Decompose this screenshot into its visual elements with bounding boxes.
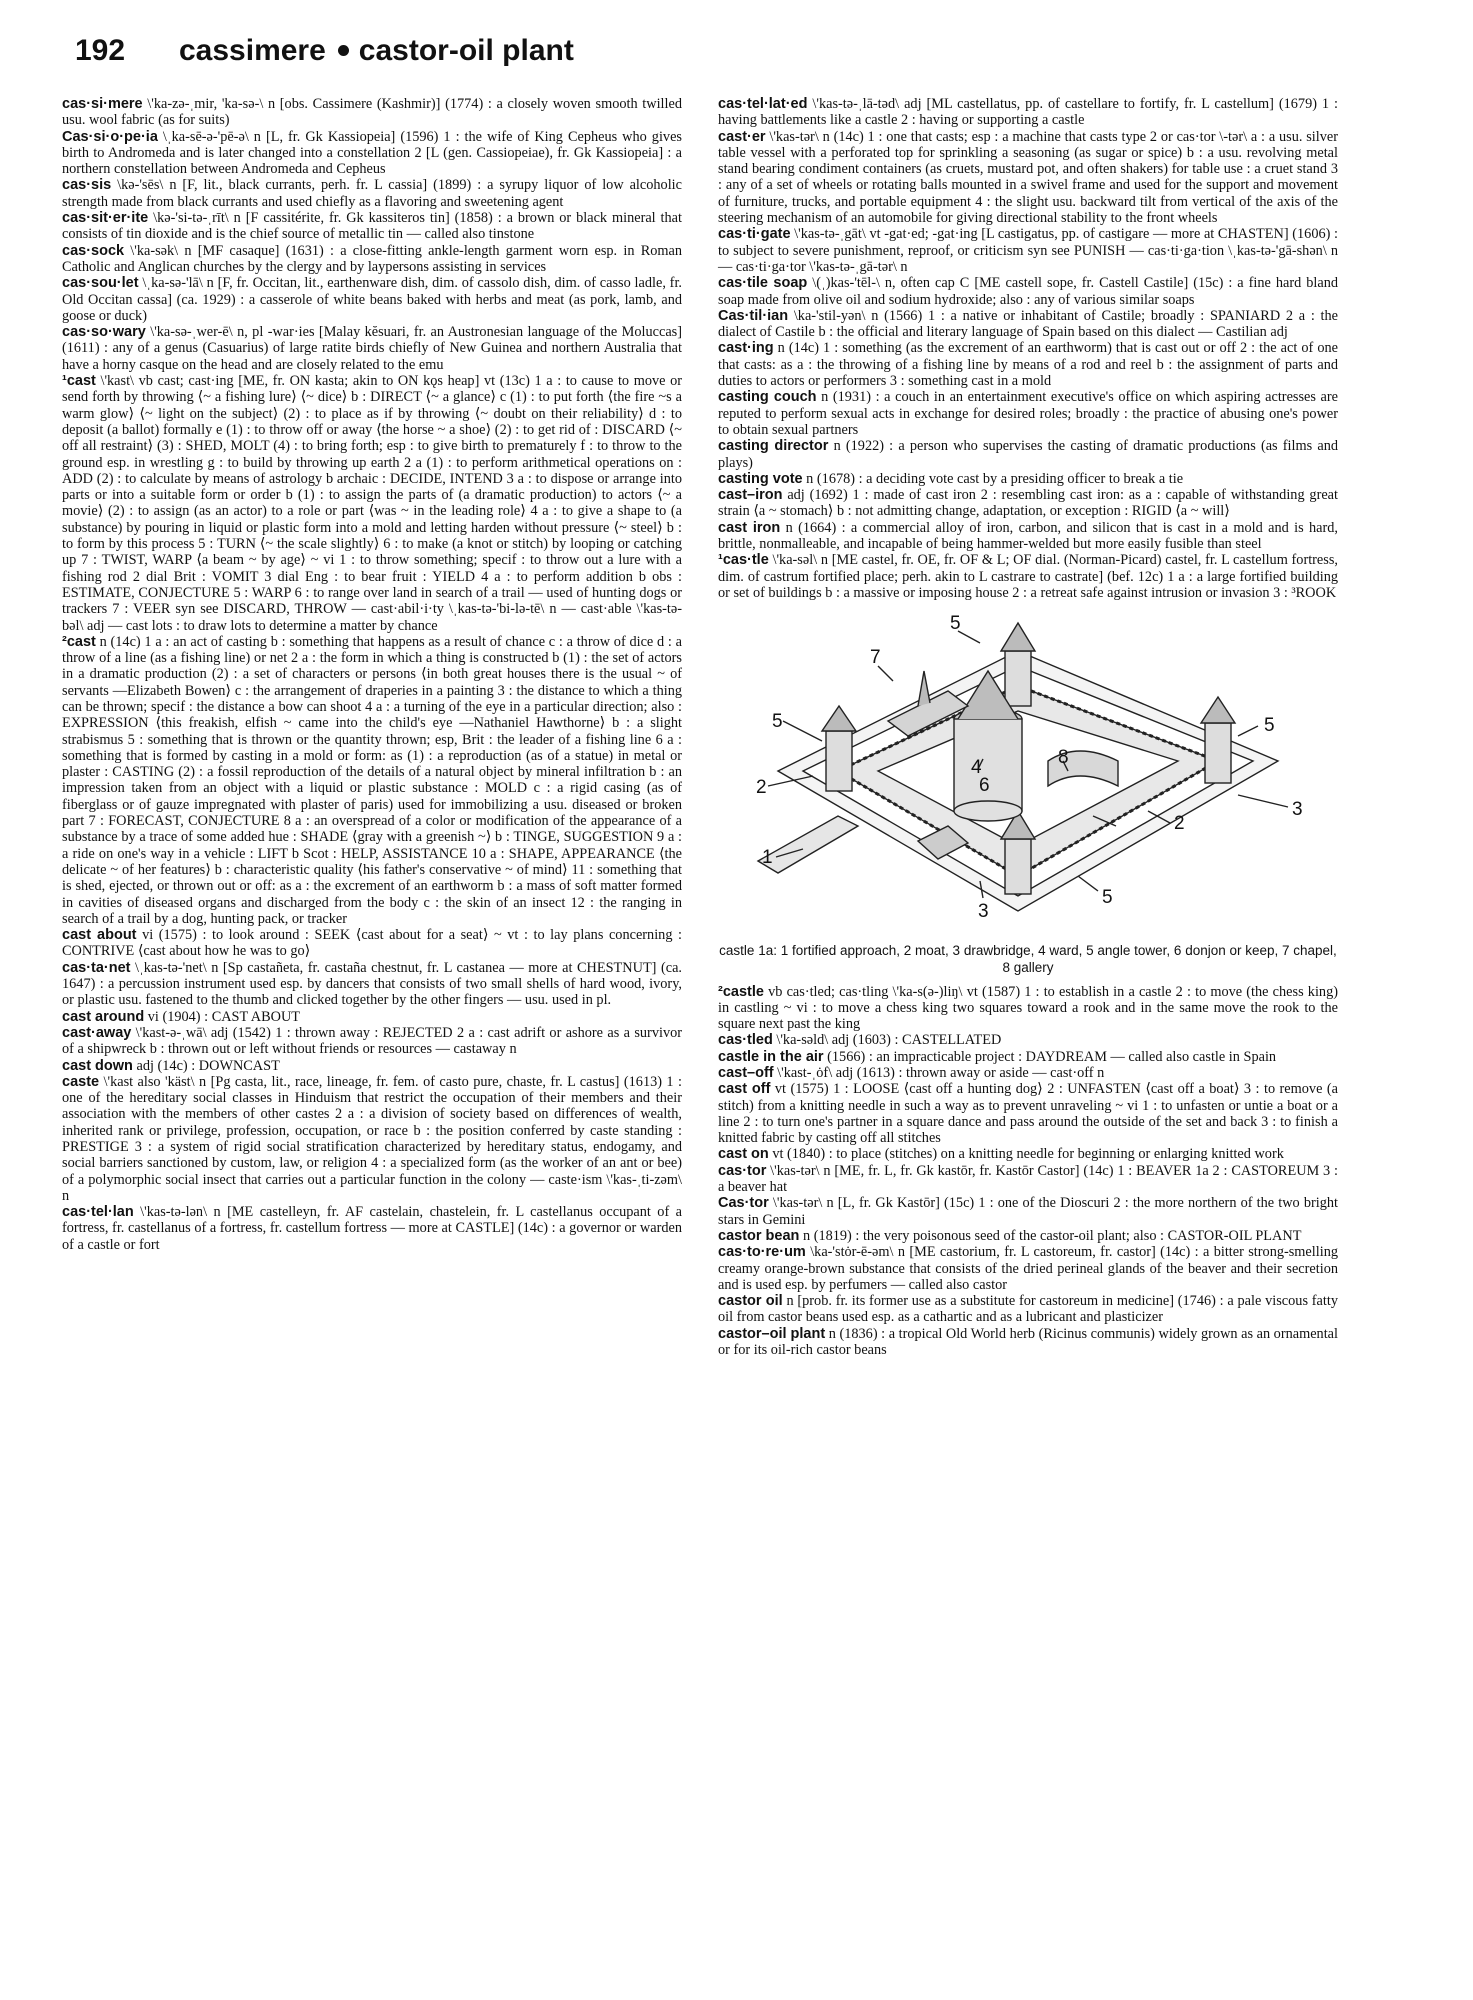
guide-word-first: cassimere bbox=[179, 34, 326, 67]
figure-label: 5 bbox=[950, 613, 961, 635]
entry-headword: castor–oil plant bbox=[718, 1325, 826, 1342]
dictionary-entry bbox=[718, 1049, 1338, 1065]
entry-definition: n (1922) : a person who supervises the casting of dramatic productions (as films and plays) bbox=[718, 438, 1338, 471]
entry-definition: vb cas·tled; cas·tling \'ka-s(ə-)liŋ\ vt (1587) 1 : to establish in a castle 2 : to move (the chess king) in castling ~ vi : to move a chess king two squares toward a rook and in the same move the rook to the square next past the king bbox=[718, 983, 1338, 1033]
figure-label: 1 bbox=[762, 847, 773, 869]
figure-label: 5 bbox=[1102, 887, 1113, 909]
entry-definition: vt (1575) 1 : LOOSE ⟨cast off a hunting dog⟩ 2 : UNFASTEN ⟨cast off a boat⟩ 3 : to remove (a stitch) from a knitting needle in such a way as to prevent unraveling ~ vi 1 : to unfasten or untie a boat or a line 2 : to turn one's partner in a square dance and pass around the outside of the set and back 3 : to finish a knitted fabric by casting off all stitches bbox=[718, 1081, 1338, 1147]
entry-definition: \ˌka-sə-'lā\ n [F, fr. Occitan, lit., earthenware dish, dim. of cassolo dish, dim. of casso ladle, fr. Old Occitan cassa] (ca. 1929) : a casserole of white beans baked with herbs and meat (as pork, lamb, and goose or duck) bbox=[62, 275, 682, 324]
entry-headword: casting vote bbox=[718, 470, 803, 487]
dictionary-entry bbox=[62, 96, 682, 129]
entry-definition: \'ka-səld\ adj (1603) : CASTELLATED bbox=[772, 1032, 1002, 1049]
entry-headword: cas·ta·net bbox=[62, 959, 131, 976]
entry-headword: cast·er bbox=[718, 128, 766, 145]
entry-definition: \'ka-sək\ n [MF casaque] (1631) : a close-fitting ankle-length garment worn esp. in Roman Catholic and Anglican churches by the clergy and by laypersons assisting in services bbox=[62, 242, 682, 275]
page-number: 192 bbox=[75, 34, 126, 67]
dictionary-entry bbox=[62, 1074, 682, 1204]
dictionary-entry bbox=[62, 373, 682, 634]
entry-headword: cast–off bbox=[718, 1064, 774, 1081]
entry-definition: \'kast-ˌȯf\ adj (1613) : thrown away or aside — cast·off n bbox=[773, 1064, 1105, 1081]
entry-definition: \ka-'stȯr-ē-əm\ n [ME castorium, fr. L castoreum, fr. castor] (14c) : a bitter strong-smelling creamy orange-brown substance that consists of the dried perineal glands of the beaver and their secretion and is used esp. by perfumers — called also castor bbox=[718, 1244, 1338, 1293]
figure-label: 2 bbox=[756, 777, 767, 799]
figure-label: 3 bbox=[978, 901, 989, 923]
entry-definition: n [prob. fr. its former use as a substitute for castoreum in medicine] (1746) : a pale viscous fatty oil from castor beans used esp. as a cathartic and as a lubricant and plasticizer bbox=[718, 1293, 1338, 1326]
right-column bbox=[718, 96, 1338, 1358]
entry-definition: n (1819) : the very poisonous seed of the castor-oil plant; also : CASTOR-OIL PLANT bbox=[799, 1227, 1302, 1244]
dictionary-entry bbox=[718, 275, 1338, 308]
entry-headword: casting director bbox=[718, 438, 829, 455]
entry-headword: cast down bbox=[62, 1057, 133, 1074]
figure-label: 5 bbox=[772, 711, 783, 733]
entry-definition: \'kas-tər\ n [L, fr. Gk Kastōr] (15c) 1 : one of the Dioscuri 2 : the more northern of the two bright stars in Gemini bbox=[718, 1195, 1338, 1228]
dictionary-entry bbox=[718, 1081, 1338, 1146]
entry-definition: \'kas-tə-lən\ n [ME castelleyn, fr. AF castelain, chastelein, fr. L castellanus occupant of a fortress, fr. castellanus of a fortress, fr. castellum fortress — more at CASTLE] (14c) : a governor or warden of a castle or fort bbox=[62, 1204, 682, 1253]
dictionary-entry bbox=[718, 340, 1338, 389]
dictionary-entry bbox=[718, 389, 1338, 438]
dictionary-entry bbox=[62, 1009, 682, 1025]
entry-definition: adj (14c) : DOWNCAST bbox=[132, 1057, 280, 1074]
dictionary-entry bbox=[62, 210, 682, 243]
dictionary-entry bbox=[718, 1163, 1338, 1196]
entry-definition: n (14c) 1 a : an act of casting b : something that happens as a result of chance c : a throw of dice d : a throw of a line (as a fishing line) or net 2 a : the form in which a thing is constructed b (1) : the set of actors in a dramatic production (2) : a set of characters or persons ⟨in both great houses there is the usual ~ of servants —Elizabeth Bowen⟩ c : the arrangement of draperies in a painting 3 : the distance to which a thing can be thrown; specif : the distance a bow can shoot 4 a : a turning of the eye in a particular direction; also : EXPRESSION ⟨this freakish, elfish ~ came into the child's eye —Nathaniel Hawthorne⟩ b : a slight strabismus 5 : something that is thrown or the quantity thrown; esp, Brit : the leader of a fishing line 6 a : something that is formed by casting in a mold or form: as (1) : a reproduction (as of a statue) in metal or plaster : CASTING (2) : a fossil reproduction of the details of a natural object by mineral infiltration b : an impression taken from an object with a liquid or plastic substance : MOLD c : a rigid casing (as of fiberglass or of gauze impregnated with plaster of paris) used for immobilizing a usu. diseased or broken part 7 : FORECAST, CONJECTURE 8 a : an overspread of a color or modification of the appearance of a substance by a trace of some added hue : SHADE ⟨gray with a greenish ~⟩ b : TINGE, SUGGESTION 9 a : a ride on one's way in a vehicle : LIFT b Scot : HELP, ASSISTANCE 10 a : SHAPE, APPEARANCE ⟨the delicate ~ of her features⟩ b : characteristic quality ⟨his father's conservative ~ of mind⟩ 11 : something that is shed, ejected, or thrown out or off: as a : the excrement of an earthworm b : a mass of soft matter formed in cavities of diseased organs and discharged from the body c : the skin of an insect 12 : the ranging in search of a trail by a dog, hunting pack, or tracker bbox=[62, 633, 682, 927]
figure-label: 6 bbox=[979, 775, 990, 797]
entry-headword: cas·so·wary bbox=[62, 324, 146, 341]
entry-definition: n (1836) : a tropical Old World herb (Ricinus communis) widely grown as an ornamental or for its oil-rich castor beans bbox=[718, 1325, 1338, 1359]
dictionary-entry bbox=[718, 1146, 1338, 1162]
entry-definition: \'ka-sə-ˌwer-ē\ n, pl -war·ies [Malay kĕsuari, fr. an Austronesian language of the Moluccas] (1611) : any of a genus (Casuarius) of large ratite birds chiefly of New Guinea and northern Australia that have a horny casque on the head and are closely related to the emu bbox=[62, 324, 682, 373]
dictionary-entry bbox=[62, 960, 682, 1009]
entry-headword: caste bbox=[62, 1073, 100, 1090]
dictionary-entry bbox=[718, 226, 1338, 275]
right-column-bottom bbox=[718, 984, 1338, 1359]
entry-definition: n (1678) : a deciding vote cast by a presiding officer to break a tie bbox=[802, 470, 1184, 487]
entry-headword: ¹cas·tle bbox=[718, 552, 769, 569]
entry-headword: cast about bbox=[62, 927, 137, 944]
dictionary-entry bbox=[62, 275, 682, 324]
dictionary-entry bbox=[718, 1228, 1338, 1244]
dictionary-entry bbox=[718, 1065, 1338, 1081]
guide-words bbox=[179, 34, 574, 68]
entry-definition: \ka-'stil-yən\ n (1566) 1 : a native or inhabitant of Castile; broadly : SPANIARD 2 a : the dialect of Castile b : the official and literary language of Spain based on this dialect — Castilian adj bbox=[718, 307, 1338, 341]
dictionary-entry bbox=[718, 1032, 1338, 1048]
entry-headword: cast iron bbox=[718, 519, 781, 536]
dictionary-entry bbox=[62, 927, 682, 960]
entry-definition: n (1664) : a commercial alloy of iron, carbon, and silicon that is cast in a mold and is hard, brittle, nonmalleable, and incapable of being hammer-welded but more easily fusible than steel bbox=[718, 519, 1338, 553]
dictionary-entry bbox=[718, 1293, 1338, 1326]
figure-label: 5 bbox=[1264, 715, 1275, 737]
dictionary-entry bbox=[62, 1058, 682, 1074]
entry-definition: \kə-'sēs\ n [F, lit., black currants, perh. fr. L cassia] (1899) : a syrupy liquor of low alcoholic strength made from black currants and used chiefly as a flavoring and sweetening agent bbox=[62, 177, 682, 210]
castle-illustration bbox=[718, 611, 1338, 931]
entry-definition: \'kas-tə-ˌlā-təd\ adj [ML castellatus, pp. of castellare to fortify, fr. L castellum] (1679) 1 : having battlements like a castle 2 : having or supporting a castle bbox=[718, 96, 1338, 129]
entry-definition: n (14c) 1 : something (as the excrement of an earthworm) that is cast out or off 2 : the act of one that casts: as a : the throwing of a fishing line by means of a rod and reel b : the assignment of parts and duties to actors or performers 3 : something cast in a mold bbox=[718, 340, 1338, 390]
figure-label: 8 bbox=[1058, 747, 1069, 769]
entry-headword: Cas·si·o·pe·ia bbox=[62, 128, 158, 145]
figure-label: 7 bbox=[870, 647, 881, 669]
entry-headword: cast·away bbox=[62, 1024, 132, 1041]
dictionary-entry bbox=[718, 438, 1338, 471]
entry-definition: adj (1692) 1 : made of cast iron 2 : resembling cast iron: as a : capable of withstanding great strain ⟨a ~ stomach⟩ b : not admitting change, adaptation, or exception : RIGID ⟨a ~ will⟩ bbox=[718, 487, 1338, 520]
entry-headword: cast around bbox=[62, 1008, 145, 1025]
page-header bbox=[75, 28, 1405, 76]
entry-definition: \'kas-tər\ n (14c) 1 : one that casts; esp : a machine that casts type 2 or cas·tor \-tər\ a : a usu. silver table vessel with a perforated top for sprinkling a seasoning (as sugar or spice) b : a usu. revolving metal stand bearing condiment containers (as cruets, mustard pot, and often shakers) for table use : a cruet stand 3 : any of a set of wheels or rotating balls mounted in a swivel frame and used for the support and movement of furniture, trucks, and portable equipment 4 : the slight usu. backward tilt from vertical of the axis of the steering mechanism of an automobile for giving directional stability to the front wheels bbox=[718, 128, 1338, 227]
dictionary-entry bbox=[62, 177, 682, 210]
entry-definition: \ˌkas-tə-'net\ n [Sp castañeta, fr. castaña chestnut, fr. L castanea — more at CHESTNUT] (ca. 1647) : a percussion instrument used esp. by dancers that consists of two small shells of hard wood, ivory, or plastic usu. fastened to the thumb and clicked together by the other fingers — usu. used in pl. bbox=[62, 959, 682, 1009]
entry-headword: cas·tled bbox=[718, 1032, 773, 1049]
entry-definition: \(ˌ)kas-'tēl-\ n, often cap C [ME castell sope, fr. Castell Castile] (15c) : a fine hard bland soap made from olive oil and sodium hydroxide; also : any of various similar soaps bbox=[718, 275, 1339, 308]
dictionary-entry bbox=[718, 96, 1338, 129]
left-column bbox=[62, 96, 682, 1253]
entry-headword: cas·to·re·um bbox=[718, 1244, 806, 1261]
figure-caption: castle 1a: 1 fortified approach, 2 moat, 3 drawbridge, 4 ward, 5 angle tower, 6 donjon or keep, 7 chapel, 8 gallery bbox=[719, 942, 1337, 975]
entry-headword: cast on bbox=[718, 1146, 769, 1163]
entry-headword: cas·sock bbox=[62, 242, 125, 259]
right-column-top bbox=[718, 96, 1338, 601]
dictionary-entry bbox=[718, 984, 1338, 1033]
entry-headword: cas·sit·er·ite bbox=[62, 210, 149, 227]
entry-definition: \'ka-səl\ n [ME castel, fr. OE, fr. OF & L; OF dial. (Norman-Picard) castel, fr. L castellum fortress, dim. of castrum fortified place; perh. akin to L castrare to castrate] (bef. 12c) 1 a : a large fortified building or set of buildings b : a massive or imposing house 2 : a retreat safe against intrusion or invasion 3 : ³ROOK bbox=[718, 552, 1338, 601]
dictionary-entry bbox=[718, 552, 1338, 601]
entry-headword: castor oil bbox=[718, 1293, 783, 1310]
entry-definition: \ˌka-sē-ə-'pē-ə\ n [L, fr. Gk Kassiopeia] (1596) 1 : the wife of King Cepheus who gives birth to Andromeda and is later changed into a constellation 2 [L (gen. Cassiopeiae), fr. Gk Kassiopeia] : a northern constellation between Andromeda and Cepheus bbox=[62, 128, 682, 178]
entry-headword: cas·tel·lat·ed bbox=[718, 96, 808, 112]
dictionary-entry bbox=[62, 243, 682, 276]
entry-headword: cas·tor bbox=[718, 1162, 767, 1179]
entry-definition: \'kast-ə-ˌwā\ adj (1542) 1 : thrown away : REJECTED 2 a : cast adrift or ashore as a survivor of a shipwreck b : thrown out or left without friends or resources — castaway n bbox=[62, 1024, 682, 1058]
entry-headword: ²cast bbox=[62, 633, 96, 650]
entry-headword: Cas·tor bbox=[718, 1195, 769, 1212]
entry-definition: \kə-'si-tə-ˌrīt\ n [F cassitérite, fr. Gk kassiteros tin] (1858) : a brown or black mineral that consists of tin dioxide and is the chief source of metallic tin — called also tinstone bbox=[62, 210, 682, 243]
entry-headword: cas·ti·gate bbox=[718, 226, 791, 243]
entry-headword: cas·sis bbox=[62, 177, 112, 194]
dictionary-entry bbox=[718, 1326, 1338, 1359]
entry-definition: vi (1904) : CAST ABOUT bbox=[144, 1008, 301, 1025]
entry-headword: ¹cast bbox=[62, 373, 96, 390]
entry-definition: \'ka-zə-ˌmir, 'ka-sə-\ n [obs. Cassimere (Kashmir)] (1774) : a closely woven smooth twilled usu. wool fabric (as for suits) bbox=[62, 96, 682, 129]
entry-definition: vi (1575) : to look around : SEEK ⟨cast about for a seat⟩ ~ vt : to lay plans concerning : CONTRIVE ⟨cast about how he was to go⟩ bbox=[62, 927, 683, 960]
entry-headword: casting couch bbox=[718, 389, 817, 406]
entry-headword: cas·si·mere bbox=[62, 96, 143, 112]
dictionary-entry bbox=[718, 487, 1338, 520]
dictionary-entry bbox=[62, 129, 682, 178]
entry-headword: cas·sou·let bbox=[62, 275, 139, 292]
entry-headword: cas·tel·lan bbox=[62, 1204, 134, 1221]
entry-headword: castor bean bbox=[718, 1227, 800, 1244]
entry-headword: cast·ing bbox=[718, 340, 774, 357]
dictionary-entry bbox=[718, 471, 1338, 487]
entry-definition: \'kast also 'käst\ n [Pg casta, lit., race, lineage, fr. fem. of casto pure, chaste, fr. L castus] (1613) 1 : one of the hereditary social classes in Hinduism that restrict the occupation of their members and their association with the members of other castes 2 a : a division of society based on differences of wealth, inherited rank or privilege, profession, occupation, or race b : the position conferred by caste standing : PRESTIGE 3 : a system of rigid social stratification characterized by hereditary status, endogamy, and social barriers sanctioned by custom, law, or religion 4 : a specialized form (as the worker of an ant or bee) of a polymorphic social insect that carries out a particular function in the colony — caste·ism \'kas-ˌti-zəm\ n bbox=[62, 1073, 682, 1204]
entry-definition: \'kast\ vb cast; cast·ing [ME, fr. ON kasta; akin to ON kǫs heap] vt (13c) 1 a : to cause to move or send forth by throwing ⟨~ a fishing lure⟩ ⟨~ dice⟩ b : DIRECT ⟨~ a glance⟩ c (1) : to put forth ⟨the fire ~s a warm glow⟩ ⟨~ light on the subject⟩ (2) : to place as if by throwing ⟨~ doubt on their reliability⟩ d : to deposit (a ballot) formally e (1) : to throw off or away ⟨the horse ~ a shoe⟩ (2) : to get rid of : DISCARD ⟨~ off all restraint⟩ (3) : SHED, MOLT (4) : to bring forth; esp : to give birth to prematurely f : to throw to the ground esp. in wrestling g : to build by throwing up earth 2 a (1) : to perform arithmetical operations on : ADD (2) : to calculate by means of astrology b archaic : DECIDE, INTEND 3 a : to dispose or arrange into parts or into a suitable form or order b (1) : to assign the parts of (a dramatic production) to actors ⟨~ a movie⟩ (2) : to assign (as an actor) to a role or part ⟨was ~ in the leading role⟩ 4 a : to give a shape to (a substance) by pouring in liquid or plastic form into a mold and letting harden without pressure ⟨~ steel⟩ b : to form by this process 5 : TURN ⟨~ the scale slightly⟩ 6 : to make (a knot or stitch) by looping or catching up 7 : TWIST, WARP ⟨a beam ~ by age⟩ ~ vi 1 : to throw something; specif : to throw out a lure with a fishing rod 2 dial Brit : VOMIT 3 dial Eng : to bear fruit : YIELD 4 a : to perform addition b obs : ESTIMATE, CONJECTURE 5 : WARP 6 : to range over land in search of a trail — used of hunting dogs or trackers 7 : VEER syn see DISCARD, THROW — cast·abil·i·ty \ˌkas-tə-'bi-lə-tē\ n — cast·able \'kas-tə-bəl\ adj — cast lots : to draw lots to determine a matter by chance bbox=[62, 373, 682, 634]
dictionary-entry bbox=[718, 1195, 1338, 1228]
entry-headword: cas·tile soap bbox=[718, 275, 808, 292]
entry-headword: cast–iron bbox=[718, 487, 783, 504]
dictionary-entry bbox=[718, 1244, 1338, 1293]
figure-label: 4 bbox=[971, 757, 982, 779]
dictionary-entry bbox=[62, 324, 682, 373]
entry-headword: ²castle bbox=[718, 983, 764, 1000]
entry-headword: castle in the air bbox=[718, 1048, 824, 1065]
entry-definition: n (1931) : a couch in an entertainment executive's office on which aspiring actresses are reputed to perform sexual acts in exchange for desired roles; broadly : the practice of abusing one's power to obtain sexual partners bbox=[718, 389, 1338, 438]
guide-word-last: castor-oil plant bbox=[358, 34, 574, 67]
entry-definition: vt (1840) : to place (stitches) on a knitting needle for beginning or enlarging knitted work bbox=[768, 1146, 1284, 1163]
dictionary-entry bbox=[62, 1204, 682, 1253]
bullet-icon bbox=[338, 45, 349, 56]
entry-definition: \'kas-tər\ n [ME, fr. L, fr. Gk kastōr, fr. Kastōr Castor] (14c) 1 : BEAVER 1a 2 : CASTOREUM 3 : a beaver hat bbox=[718, 1162, 1338, 1196]
dictionary-entry bbox=[718, 520, 1338, 553]
dictionary-entry bbox=[718, 308, 1338, 341]
entry-headword: cast off bbox=[718, 1081, 771, 1098]
entry-definition: (1566) : an impracticable project : DAYDREAM — called also castle in Spain bbox=[823, 1048, 1277, 1065]
dictionary-entry bbox=[62, 634, 682, 927]
figure-label: 3 bbox=[1292, 799, 1303, 821]
dictionary-entry bbox=[62, 1025, 682, 1058]
entry-headword: Cas·til·ian bbox=[718, 307, 789, 324]
entry-definition: \'kas-tə-ˌgāt\ vt -gat·ed; -gat·ing [L castigatus, pp. of castigare — more at CHASTEN] (1606) : to subject to severe punishment, reproof, or criticism syn see PUNISH — cas·ti·ga·tion \ˌkas-tə-'gā-shən\ n — cas·ti·ga·tor \'kas-tə-ˌgā-tər\ n bbox=[718, 226, 1338, 275]
dictionary-entry bbox=[718, 129, 1338, 227]
figure-label: 2 bbox=[1174, 813, 1185, 835]
